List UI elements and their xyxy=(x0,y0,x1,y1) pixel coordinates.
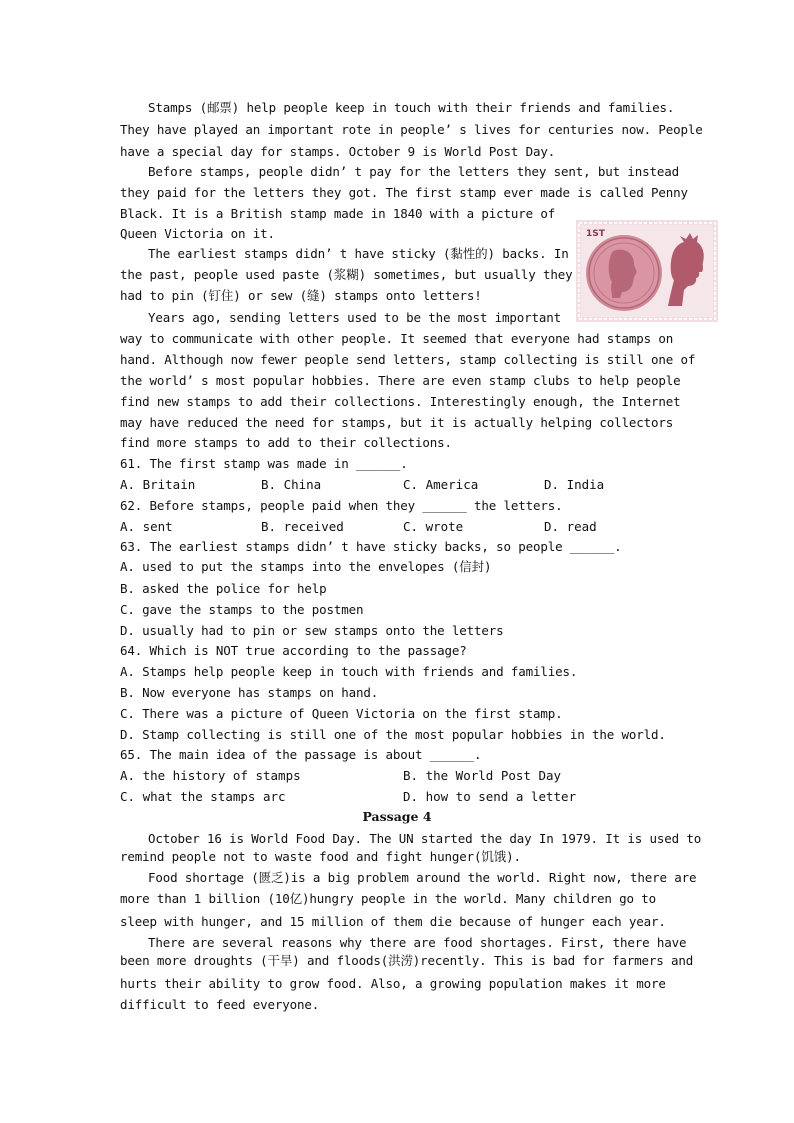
p3-line-2: They have played an important rote in people’ s lives for centuries now. People xyxy=(120,122,703,137)
p3-line-5: they paid for the letters they got. The first stamp ever made is called Penny xyxy=(120,185,688,200)
p3-line-16: may have reduced the need for stamps, but it is actually helping collectors xyxy=(120,415,674,430)
p4-line-6: There are several reasons why there are food shortages. First, there have xyxy=(148,935,687,950)
q65-option-a: A. the history of stamps xyxy=(120,768,301,783)
passage-4-title: Passage 4 xyxy=(362,809,432,824)
q61-option-a: A. Britain xyxy=(120,477,196,492)
q64-option-c: C. There was a picture of Queen Victoria on the first stamp. xyxy=(120,706,563,721)
p3-line-10: had to pin (钉住) or sew (缝) stamps onto letters! xyxy=(120,288,482,303)
q65-stem: 65. The main idea of the passage is about ______. xyxy=(120,747,482,762)
q65-option-c: C. what the stamps arc xyxy=(120,789,286,804)
q65-option-d: D. how to send a letter xyxy=(403,789,577,804)
q61-option-b: B. China xyxy=(261,477,322,492)
stamp-label: 1ST xyxy=(586,229,605,239)
q65-option-b: B. the World Post Day xyxy=(403,768,562,783)
p4-line-5: sleep with hunger, and 15 million of them die because of hunger each year. xyxy=(120,914,666,929)
p4-line-8: hurts their ability to grow food. Also, a growing population makes it more xyxy=(120,976,666,991)
p3-line-13: hand. Although now fewer people send letters, stamp collecting is still one of xyxy=(120,352,696,367)
p3-line-8: The earliest stamps didn’ t have sticky (黏性的) backs. In xyxy=(148,246,569,261)
q61-option-c: C. America xyxy=(403,477,479,492)
p3-line-15: find new stamps to add their collections. Interestingly enough, the Internet xyxy=(120,394,681,409)
p3-line-17: find more stamps to add to their collections. xyxy=(120,435,452,450)
q64-option-b: B. Now everyone has stamps on hand. xyxy=(120,685,379,700)
p4-line-9: difficult to feed everyone. xyxy=(120,997,320,1012)
q63-option-d: D. usually had to pin or sew stamps onto the letters xyxy=(120,623,504,638)
q62-option-a: A. sent xyxy=(120,519,173,534)
p4-line-4: more than 1 billion (10亿)hungry people in the world. Many children go to xyxy=(120,891,657,906)
p3-line-4: Before stamps, people didn’ t pay for the letters they sent, but instead xyxy=(148,164,680,179)
p3-line-9: the past, people used paste (浆糊) sometimes, but usually they xyxy=(120,267,573,282)
q63-stem: 63. The earliest stamps didn’ t have sticky backs, so people ______. xyxy=(120,539,622,554)
p3-line-11: Years ago, sending letters used to be the most important xyxy=(148,310,562,325)
q62-option-c: C. wrote xyxy=(403,519,464,534)
p4-line-3: Food shortage (匮乏)is a big problem around the world. Right now, there are xyxy=(148,870,697,885)
q64-option-a: A. Stamps help people keep in touch with friends and families. xyxy=(120,664,578,679)
q62-option-b: B. received xyxy=(261,519,344,534)
p3-line-3: have a special day for stamps. October 9 is World Post Day. xyxy=(120,144,556,159)
p3-line-7: Queen Victoria on it. xyxy=(120,226,275,241)
p4-line-7: been more droughts (干旱) and floods(洪涝)recently. This is bad for farmers and xyxy=(120,953,694,968)
p4-line-1: October 16 is World Food Day. The UN started the day In 1979. It is used to xyxy=(148,831,702,846)
q64-stem: 64. Which is NOT true according to the passage? xyxy=(120,643,467,658)
p3-line-14: the world’ s most popular hobbies. There are even stamp clubs to help people xyxy=(120,373,681,388)
p3-line-1: Stamps (邮票) help people keep in touch with their friends and families. xyxy=(148,100,675,115)
q62-stem: 62. Before stamps, people paid when they ______ the letters. xyxy=(120,498,563,513)
q61-option-d: D. India xyxy=(544,477,605,492)
p3-line-12: way to communicate with other people. It seemed that everyone had stamps on xyxy=(120,331,674,346)
p4-line-2: remind people not to waste food and fight hunger(饥饿). xyxy=(120,849,521,864)
q63-option-a: A. used to put the stamps into the envelopes (信封) xyxy=(120,559,492,574)
q62-option-d: D. read xyxy=(544,519,597,534)
q63-option-c: C. gave the stamps to the postmen xyxy=(120,602,364,617)
stamp-image xyxy=(576,220,718,322)
q61-stem: 61. The first stamp was made in ______. xyxy=(120,456,408,471)
q63-option-b: B. asked the police for help xyxy=(120,581,327,596)
q64-option-d: D. Stamp collecting is still one of the most popular hobbies in the world. xyxy=(120,727,666,742)
p3-line-6: Black. It is a British stamp made in 1840 with a picture of xyxy=(120,206,556,221)
